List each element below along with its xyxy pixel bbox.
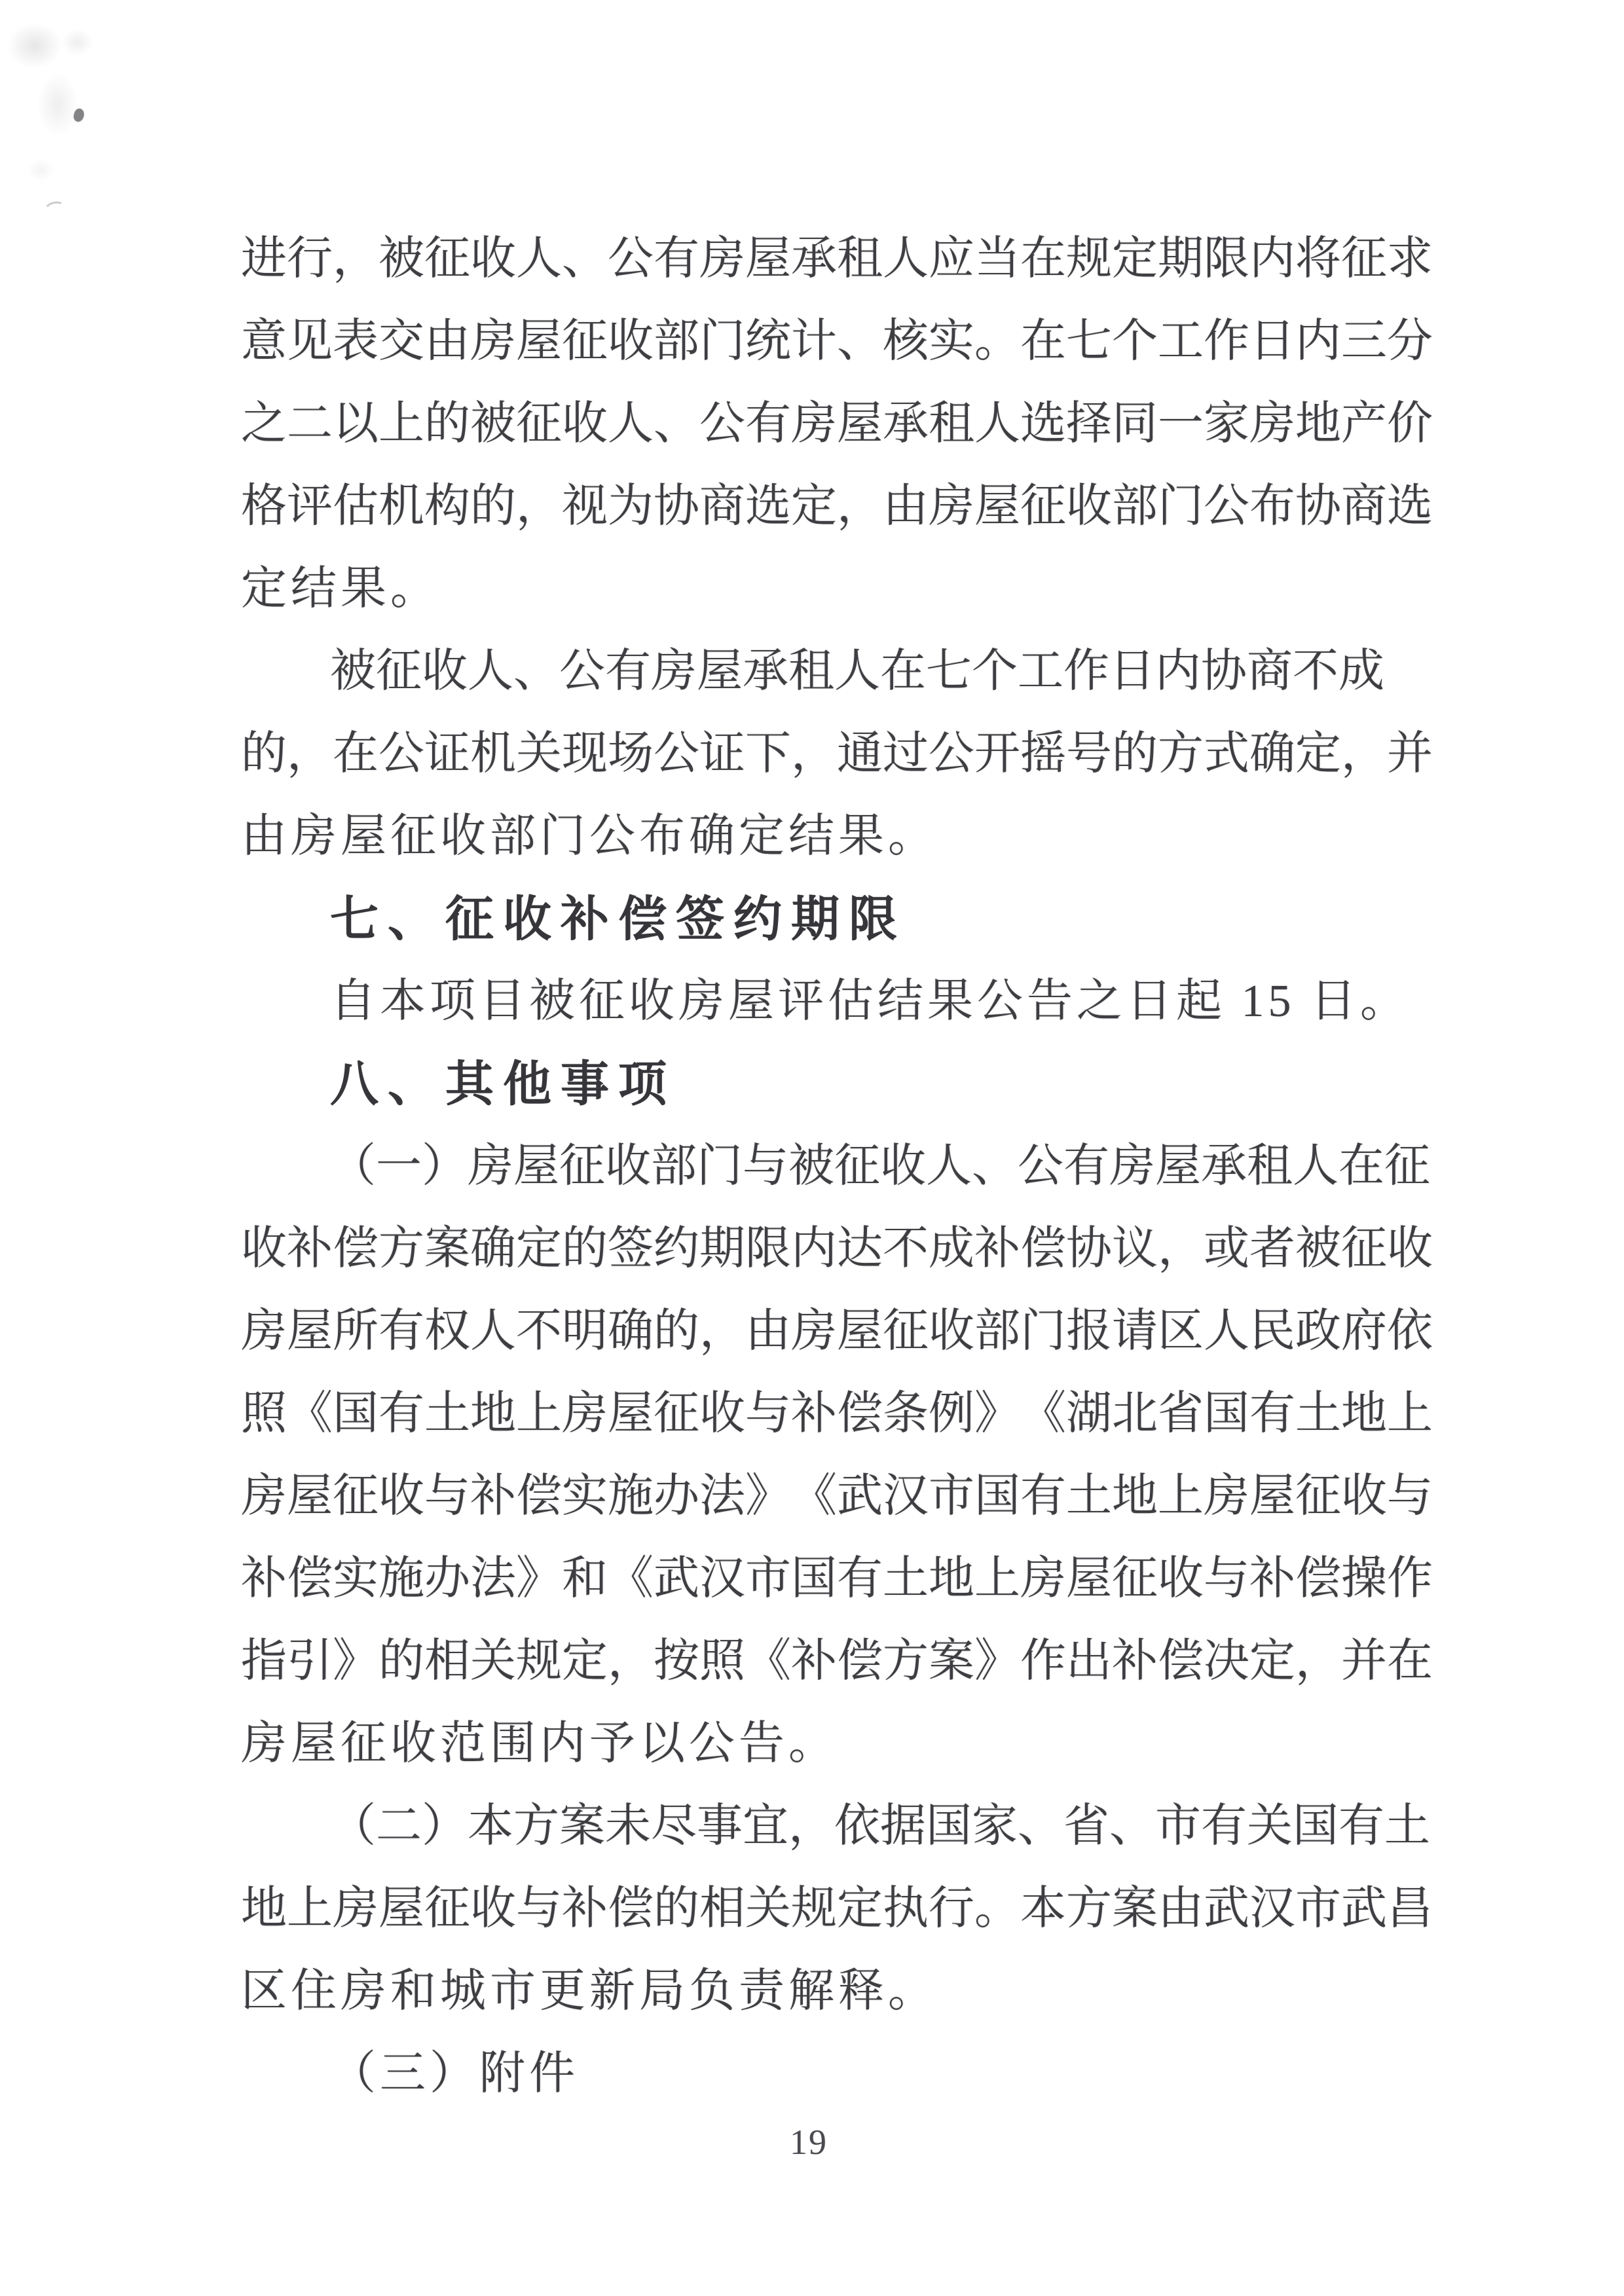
text-line: 区住房和城市更新局负责解释。 xyxy=(241,1966,938,2016)
text-line: 照 《 国 有 土 地 上 房 屋 征 收 与 补 偿 条 例 》 《 湖 北 省 国 有 土 地 上 xyxy=(241,1389,1433,1439)
text-line: 进 行 ， 被 征 收 人 、 公 有 房 屋 承 租 人 应 当 在 规 定 期 限 内 将 征 求 xyxy=(241,234,1433,284)
text-line: 意 见 表 交 由 房 屋 征 收 部 门 统 计 、 核 实 。 在 七 个 工 作 日 内 三 分 xyxy=(241,316,1433,367)
text-line: 的 ， 在 公 证 机 关 现 场 公 证 下 ， 通 过 公 开 摇 号 的 方 式 确 定 ， 并 xyxy=(241,729,1433,779)
text-line: （ 二 ） 本 方 案 未 尽 事 宜 ， 依 据 国 家 、 省 、 市 有 关 国 有 土 xyxy=(330,1801,1430,1851)
text-line: 指 引 》 的 相 关 规 定 ， 按 照 《 补 偿 方 案 》 作 出 补 偿 决 定 ， 并 在 xyxy=(241,1636,1433,1686)
text-line: （三）附件 xyxy=(330,2049,579,2099)
heading-line: 七、征收补偿签约期限 xyxy=(330,891,906,947)
page-number: 19 xyxy=(790,2123,828,2162)
scan-smudge-artifact xyxy=(5,7,103,216)
text-line: 格 评 估 机 构 的 ， 视 为 协 商 选 定 ， 由 房 屋 征 收 部 门 公 布 协 商 选 xyxy=(241,481,1433,532)
text-line: 房屋征收范围内予以公告。 xyxy=(241,1719,838,1769)
text-line: 定结果。 xyxy=(241,564,440,614)
text-line: 补 偿 实 施 办 法 》 和 《 武 汉 市 国 有 土 地 上 房 屋 征 收 与 补 偿 操 作 xyxy=(241,1554,1433,1604)
text-line: 地 上 房 屋 征 收 与 补 偿 的 相 关 规 定 执 行 。 本 方 案 由 武 汉 市 武 昌 xyxy=(241,1884,1433,1934)
document-body xyxy=(241,218,1433,2115)
text-line: 之 二 以 上 的 被 征 收 人 、 公 有 房 屋 承 租 人 选 择 同 一 家 房 地 产 价 xyxy=(241,399,1433,449)
text-line: 房 屋 征 收 与 补 偿 实 施 办 法 》 《 武 汉 市 国 有 土 地 上 房 屋 征 收 与 xyxy=(241,1471,1433,1522)
text-line: 房 屋 所 有 权 人 不 明 确 的 ， 由 房 屋 征 收 部 门 报 请 区 人 民 政 府 依 xyxy=(241,1306,1433,1357)
heading-line: 八、其他事项 xyxy=(330,1056,676,1112)
text-line: 被 征 收 人 、 公 有 房 屋 承 租 人 在 七 个 工 作 日 内 协 商 不 成 xyxy=(330,646,1384,697)
text-line: 收 补 偿 方 案 确 定 的 签 约 期 限 内 达 不 成 补 偿 协 议 ， 或 者 被 征 收 xyxy=(241,1224,1433,1274)
text-line: 由房屋征收部门公布确定结果。 xyxy=(241,811,938,862)
text-line: （ 一 ） 房 屋 征 收 部 门 与 被 征 收 人 、 公 有 房 屋 承 租 人 在 征 xyxy=(330,1141,1430,1192)
text-line: 自本项目被征收房屋评估结果公告之日起 15 日。 xyxy=(330,976,1410,1027)
